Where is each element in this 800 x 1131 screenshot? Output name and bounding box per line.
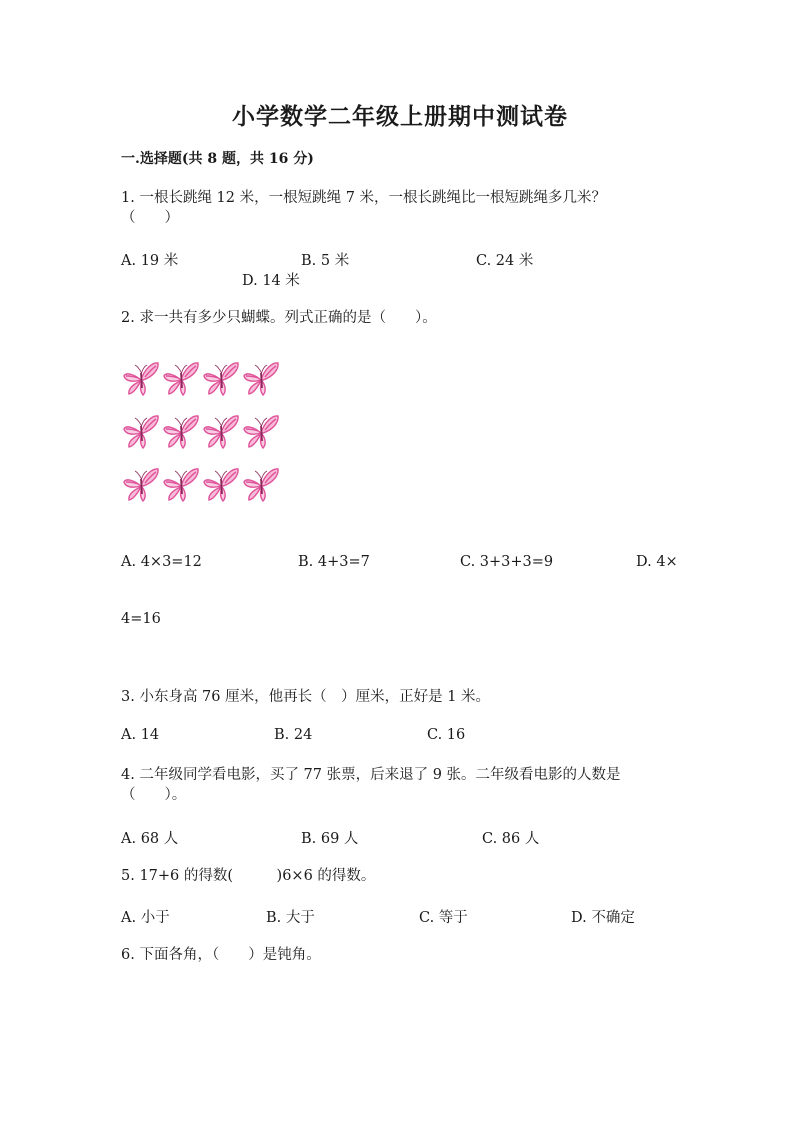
butterfly-icon	[242, 466, 282, 504]
butterfly-icon	[242, 413, 282, 451]
butterfly-icon	[242, 360, 282, 398]
question-2-stem: 2. 求一共有多少只蝴蝶。列式正确的是（ ）。	[121, 310, 437, 326]
question-2-option-b: B. 4+3=7	[298, 554, 370, 570]
question-4-option-b: B. 69 人	[301, 831, 359, 847]
butterfly-icon	[202, 360, 242, 398]
question-1-option-d: D. 14 米	[242, 273, 300, 289]
butterfly-icon	[162, 360, 202, 398]
butterfly-icon	[202, 413, 242, 451]
butterfly-icon	[122, 466, 162, 504]
question-5-option-d: D. 不确定	[571, 910, 635, 926]
question-5-option-c: C. 等于	[419, 910, 468, 926]
question-5-option-a: A. 小于	[121, 910, 170, 926]
question-4-option-a: A. 68 人	[121, 831, 179, 847]
question-1-option-b: B. 5 米	[301, 253, 350, 269]
question-6-stem: 6. 下面各角，（ ）是钝角。	[121, 947, 321, 963]
question-3-option-a: A. 14	[121, 727, 160, 743]
question-2-option-a: A. 4×3=12	[121, 554, 202, 570]
question-1-stem-blank: （ ）	[121, 210, 179, 226]
butterfly-icon	[122, 413, 162, 451]
butterfly-grid	[122, 360, 292, 515]
section-heading: 一.选择题(共 8 题，共 16 分)	[121, 151, 314, 167]
question-3-option-c: C. 16	[427, 727, 466, 743]
question-1-option-c: C. 24 米	[476, 253, 534, 269]
butterfly-icon	[162, 413, 202, 451]
question-2-option-d-continued: 4=16	[121, 611, 161, 627]
question-4-stem-blank: （ ）。	[121, 787, 187, 803]
butterfly-icon	[122, 360, 162, 398]
question-3-option-b: B. 24	[274, 727, 313, 743]
question-2-option-d: D. 4×	[636, 554, 678, 570]
butterfly-icon	[162, 466, 202, 504]
question-1-option-a: A. 19 米	[121, 253, 179, 269]
question-3-stem: 3. 小东身高 76 厘米，他再长（ ）厘米，正好是 1 米。	[121, 689, 491, 705]
question-4-stem: 4. 二年级同学看电影，买了 77 张票，后来退了 9 张。二年级看电影的人数是	[121, 767, 621, 783]
question-1-stem: 1. 一根长跳绳 12 米，一根短跳绳 7 米，一根长跳绳比一根短跳绳多几米？	[121, 190, 607, 206]
question-5-stem: 5. 17+6 的得数( )6×6 的得数。	[121, 868, 376, 884]
question-2-option-c: C. 3+3+3=9	[460, 554, 554, 570]
butterfly-icon	[202, 466, 242, 504]
page-title: 小学数学二年级上册期中测试卷	[232, 103, 568, 130]
question-4-option-c: C. 86 人	[482, 831, 540, 847]
question-5-option-b: B. 大于	[266, 910, 315, 926]
